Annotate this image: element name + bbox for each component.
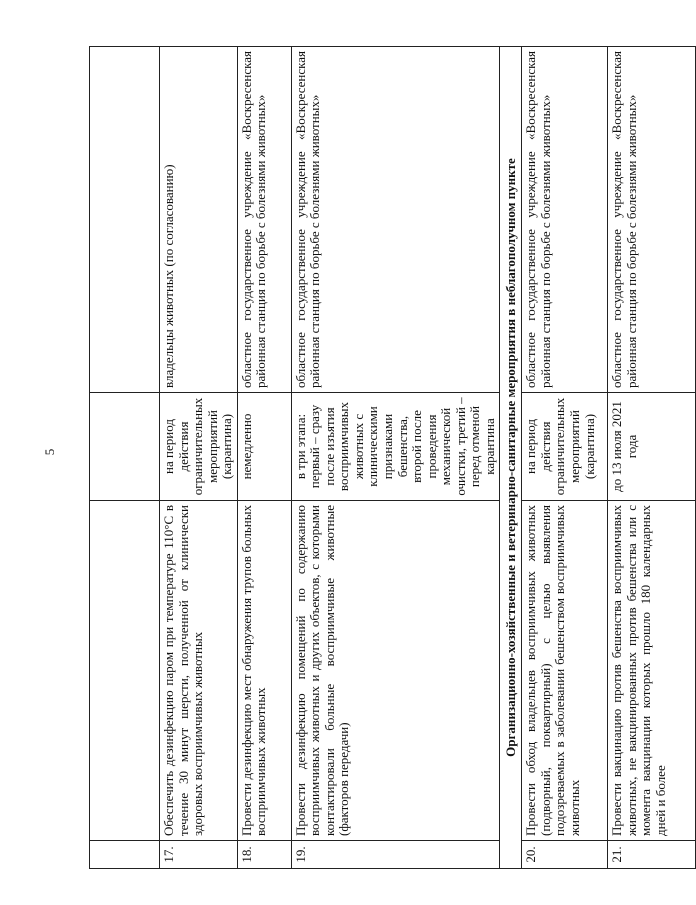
measures-table: [89, 46, 696, 869]
row-action: Провести вакцинацию против бешенства восприимчивых животных, не вакцинированных против бешенства или с момента вакцинации которых прошло 180 календарных дней и более: [608, 501, 696, 841]
row-responsible: областное государственное учреждение «Воскресенская районная станция по борьбе с болезнями животных»: [237, 47, 291, 393]
row-term: на период действия ограничительных мероприятий (карантина): [522, 393, 608, 501]
row-responsible: владельцы животных (по согласованию): [160, 47, 238, 393]
row-term: немедленно: [237, 393, 291, 501]
row-term: [90, 393, 160, 501]
table-row: [291, 47, 500, 869]
page-number: 5: [42, 448, 57, 456]
table-row: [237, 47, 291, 869]
row-action: Провести обход владельцев восприимчивых животных (подворный, поквартирный) с целью выявления подозреваемых в заболевании бешенством восприимчивых животных: [522, 501, 608, 841]
table-row: [608, 47, 696, 869]
row-number: 20.: [522, 841, 608, 869]
row-action: Провести дезинфекцию помещений по содержанию восприимчивых животных и других объектов, с которыми контактировали больные восприимчивые животные (факторов передачи): [291, 501, 500, 841]
table-row: [522, 47, 608, 869]
rotated-page: [89, 47, 669, 869]
table-row: [90, 47, 160, 869]
row-term: до 13 июля 2021 года: [608, 393, 696, 501]
row-number: 21.: [608, 841, 696, 869]
section-row: [500, 47, 522, 869]
section-title: Организационно-хозяйственные и ветеринарно-санитарные мероприятия в неблагополучном пункте: [500, 47, 522, 869]
row-action: Обеспечить дезинфекцию паром при температуре 110°С в течение 30 минут шерсти, полученной от клинически здоровых восприимчивых животных: [160, 501, 238, 841]
row-term: в три этапа: первый – сразу после изъятия восприимчивых животных с клиническими признаками бешенства, второй после проведения механической очистки, третий – перед отменой карантина: [291, 393, 500, 501]
table-row: [160, 47, 238, 869]
row-number: [90, 841, 160, 869]
row-responsible: областное государственное учреждение «Воскресенская районная станция по борьбе с болезнями животных»: [522, 47, 608, 393]
row-number: 18.: [237, 841, 291, 869]
row-number: 17.: [160, 841, 238, 869]
row-responsible: областное государственное учреждение «Воскресенская районная станция по борьбе с болезнями животных»: [291, 47, 500, 393]
row-responsible: [90, 47, 160, 393]
row-action: Провести дезинфекцию мест обнаружения трупов больных восприимчивых животных: [237, 501, 291, 841]
row-term: на период действия ограничительных мероприятий (карантина): [160, 393, 238, 501]
row-responsible: областное государственное учреждение «Воскресенская районная станция по борьбе с болезнями животных»: [608, 47, 696, 393]
row-number: 19.: [291, 841, 500, 869]
row-action: [90, 501, 160, 841]
